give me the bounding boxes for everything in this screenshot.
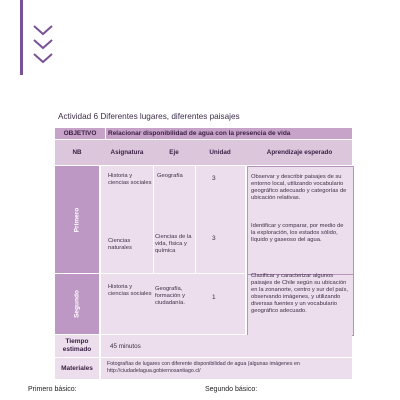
level-band-second: [55, 274, 99, 334]
level-band-first: [55, 166, 99, 273]
row1-unit: 3: [212, 175, 216, 182]
activity-title: [58, 112, 358, 121]
footer-second-basic: Segundo básico:: [205, 386, 258, 393]
level-second-label: Segundo: [73, 290, 81, 318]
left-margin-rule: [20, 0, 23, 75]
header-row: [55, 140, 352, 165]
row3-unit: 1: [212, 294, 216, 301]
header-expected: Aprendizaje esperado: [266, 148, 333, 156]
header-unit: Unidad: [209, 148, 231, 156]
activity-number: Actividad 6: [58, 112, 99, 121]
row3-expected: Clasificar y caracterizar algunos paisajes de Chile según su ubicación en la zonanorte, centro y sur del país, observando imágenes, y utilizando diversas fuentes y un vocabulario geográfico adecuado.: [251, 273, 348, 314]
row3-subject: Historia y ciencias sociales: [108, 284, 152, 297]
row1-axis: Geografía: [157, 173, 183, 179]
materials-label: Materiales: [55, 358, 99, 379]
row2-axis: Ciencias de la vida, física y química: [155, 234, 192, 254]
materials-text: Fotografías de lugares con diferente disponibilidad de agua (algunas imágenes en http://ciudadelagua.gobiernosantiago.cl/: [107, 361, 300, 374]
activity-table: [55, 128, 352, 379]
footer-first-basic: Primero básico:: [28, 386, 77, 393]
row1-subject: Historia y ciencias sociales: [108, 173, 152, 186]
row2-unit: 3: [212, 235, 216, 242]
objective-row: [55, 128, 352, 139]
time-label: Tiempo estimado: [55, 335, 99, 357]
row2-expected: Identificar y comparar, por medio de la exploración, los estados sólido, líquido y gaseoso del agua.: [251, 223, 344, 243]
chevron-down-icon: [30, 22, 56, 68]
row2-subject: Ciencias naturales: [108, 238, 132, 251]
header-nb: NB: [72, 148, 82, 156]
header-subject: Asignatura: [110, 148, 144, 156]
row3-axis: Geografía, formación y ciudadanía.: [155, 286, 185, 306]
header-axis: Eje: [169, 148, 179, 156]
time-value: 45 minutos: [110, 343, 141, 350]
level-first-label: Primero: [73, 207, 81, 232]
objective-label: OBJETIVO: [55, 128, 106, 139]
row1-expected: Observar y describir paisajes de su entorno local, utilizando vocabulario geográfico adecuado y categorías de ubicación relativas.: [251, 174, 347, 201]
activity-name: Diferentes lugares, diferentes paisajes: [100, 112, 240, 121]
objective-text: Relacionar disponibilidad de agua con la presencia de vida: [108, 130, 291, 137]
